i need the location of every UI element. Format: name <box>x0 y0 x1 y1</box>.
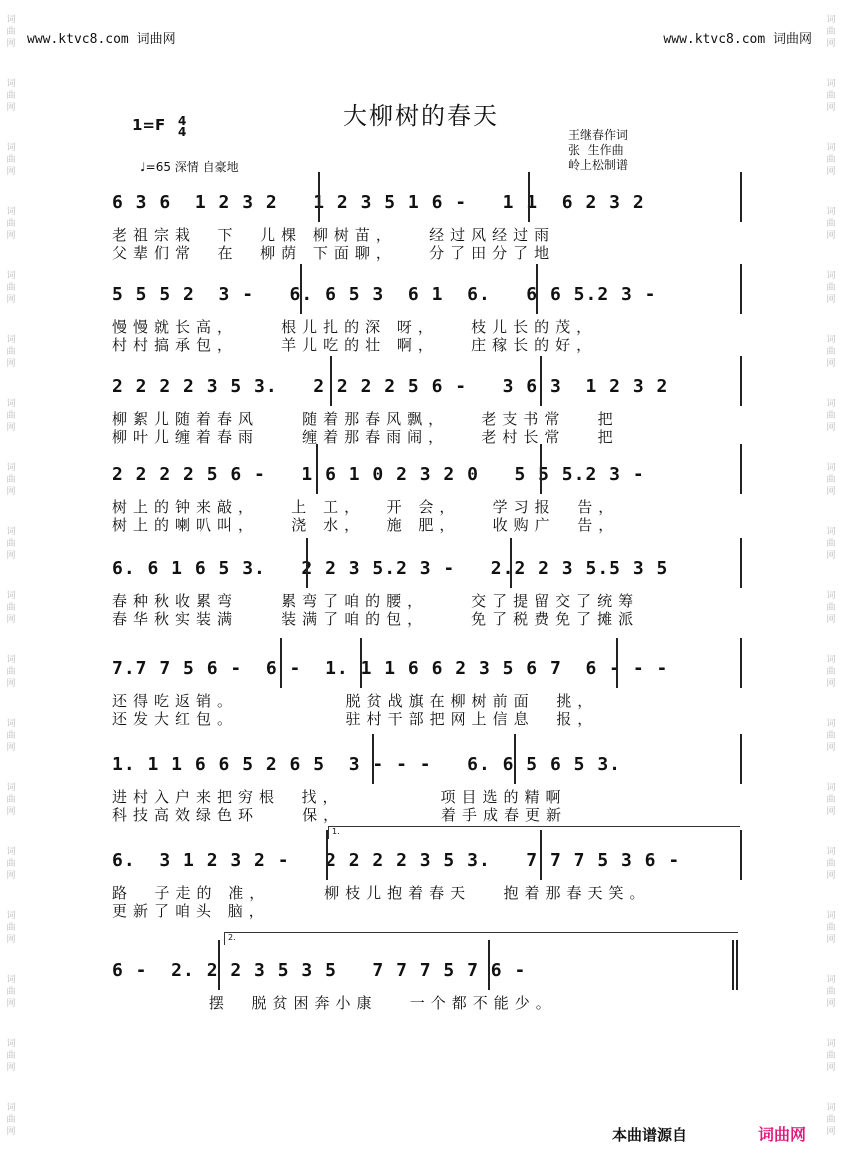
site-header-left[interactable]: www.ktvc8.com 词曲网 <box>27 32 176 47</box>
lyric-line: 树上的钟来敲， 上 工， 开 会， 学习报 告， <box>112 498 620 516</box>
credit-composer: 张 生作曲 <box>568 143 624 157</box>
watermark-char: 曲 <box>826 219 836 229</box>
bar-line <box>740 538 742 588</box>
watermark-char: 曲 <box>6 603 16 613</box>
bar-line <box>740 356 742 406</box>
watermark-char: 曲 <box>826 1115 836 1125</box>
watermark-group <box>2 128 20 192</box>
watermark-char: 词 <box>826 783 836 793</box>
credit-arranger: 岭上松制谱 <box>568 158 629 172</box>
left-watermark-strip <box>2 0 20 1171</box>
lyric-line: 进村入户来把穷根 找， 项目选的精啊 <box>112 788 567 806</box>
bar-line <box>740 264 742 314</box>
watermark-char: 词 <box>6 655 16 665</box>
lyric-line: 路 子走的 准， 柳枝儿抱着春天 抱着那春天笑。 <box>112 884 651 902</box>
watermark-group <box>822 128 840 192</box>
bar-line <box>316 444 318 494</box>
watermark-char: 网 <box>6 231 16 241</box>
volta-bracket-1: 1. <box>328 826 740 839</box>
credit-lyricist: 王继春作词 <box>568 128 629 142</box>
watermark-char: 词 <box>826 591 836 601</box>
bar-line <box>740 830 742 880</box>
watermark-char: 曲 <box>826 475 836 485</box>
lyric-line: 柳絮儿随着春风 随着那春风飘， 老支书常 把 <box>112 410 619 428</box>
watermark-group <box>822 896 840 960</box>
watermark-char: 词 <box>6 143 16 153</box>
lyric-line: 春华秋实装满 装满了咱的包， 免了税费免了摊派 <box>112 610 640 628</box>
watermark-group <box>2 192 20 256</box>
notation-line: 6. 6 1 6 5 3. 2 2 3 5.2 3 - 2.2 2 3 5.5 3 5 <box>112 558 669 579</box>
watermark-char: 曲 <box>6 731 16 741</box>
watermark-char: 网 <box>6 807 16 817</box>
bar-line <box>372 734 374 784</box>
watermark-char: 曲 <box>826 411 836 421</box>
watermark-group <box>822 192 840 256</box>
bar-line <box>540 356 542 406</box>
watermark-group <box>822 448 840 512</box>
watermark-group <box>2 1024 20 1088</box>
watermark-char: 网 <box>826 359 836 369</box>
watermark-char: 曲 <box>6 347 16 357</box>
watermark-char: 曲 <box>826 91 836 101</box>
right-watermark-strip <box>822 0 840 1171</box>
watermark-char: 曲 <box>6 219 16 229</box>
watermark-char: 网 <box>826 1063 836 1073</box>
watermark-char: 网 <box>826 615 836 625</box>
watermark-char: 词 <box>6 847 16 857</box>
bar-line <box>616 638 618 688</box>
watermark-char: 曲 <box>826 667 836 677</box>
watermark-char: 网 <box>826 423 836 433</box>
bar-line <box>514 734 516 784</box>
notation-line: 6. 3 1 2 3 2 - 2 2 2 2 3 5 3. 7 7 7 5 3 6 - <box>112 850 681 871</box>
watermark-char: 曲 <box>826 1051 836 1061</box>
lyric-line: 老祖宗栽 下 儿棵 柳树苗， 经过风经过雨 <box>112 226 556 244</box>
bar-line <box>488 940 490 990</box>
volta-bracket-2: 2. <box>224 932 738 945</box>
watermark-char: 曲 <box>6 27 16 37</box>
watermark-group <box>822 640 840 704</box>
watermark-char: 曲 <box>6 475 16 485</box>
watermark-char: 网 <box>826 231 836 241</box>
watermark-char: 网 <box>6 103 16 113</box>
watermark-group <box>822 512 840 576</box>
tempo-marking: ♩=65 深情 自豪地 <box>140 160 239 174</box>
watermark-char: 词 <box>826 847 836 857</box>
notation-line: 1. 1 1 6 6 5 2 6 5 3 - - - 6. 6 5 6 5 3. <box>112 754 621 775</box>
time-signature-top: 4 <box>178 114 187 128</box>
watermark-group <box>2 832 20 896</box>
watermark-char: 网 <box>6 487 16 497</box>
watermark-char: 曲 <box>826 27 836 37</box>
watermark-group <box>2 768 20 832</box>
footer-source-label: 本曲谱源自 <box>612 1126 688 1144</box>
watermark-char: 网 <box>826 39 836 49</box>
watermark-group <box>822 384 840 448</box>
watermark-group <box>822 960 840 1024</box>
lyric-line: 树上的喇叭叫， 浇 水， 施 肥， 收购广 告， <box>112 516 620 534</box>
bar-line <box>740 638 742 688</box>
watermark-char: 词 <box>6 1103 16 1113</box>
watermark-char: 词 <box>6 15 16 25</box>
bar-line <box>740 172 742 222</box>
watermark-group <box>2 320 20 384</box>
watermark-char: 曲 <box>826 347 836 357</box>
watermark-char: 网 <box>826 1127 836 1137</box>
bar-line <box>218 940 220 990</box>
key-signature: 1=F <box>132 116 166 134</box>
watermark-group <box>2 0 20 64</box>
watermark-char: 词 <box>826 143 836 153</box>
lyric-line: 更新了咱头 脑， <box>112 902 270 920</box>
watermark-group <box>822 768 840 832</box>
watermark-char: 曲 <box>6 859 16 869</box>
watermark-char: 网 <box>826 487 836 497</box>
bar-line <box>736 940 738 990</box>
bar-line <box>740 734 742 784</box>
notation-line: 6 - 2. 2 2 3 5 3 5 7 7 7 5 7 6 - <box>112 960 527 981</box>
watermark-char: 网 <box>826 807 836 817</box>
lyric-line: 父辈们常 在 柳荫 下面聊， 分了田分了地 <box>112 244 556 262</box>
watermark-char: 词 <box>6 207 16 217</box>
watermark-char: 词 <box>826 207 836 217</box>
watermark-char: 词 <box>6 463 16 473</box>
watermark-char: 网 <box>826 103 836 113</box>
watermark-char: 网 <box>6 295 16 305</box>
watermark-char: 词 <box>826 655 836 665</box>
watermark-char: 网 <box>826 999 836 1009</box>
watermark-char: 网 <box>6 679 16 689</box>
watermark-char: 词 <box>6 911 16 921</box>
bar-line <box>306 538 308 588</box>
footer-brand-link[interactable]: 词曲网 <box>758 1125 807 1144</box>
watermark-char: 网 <box>6 871 16 881</box>
watermark-char: 曲 <box>6 539 16 549</box>
watermark-char: 网 <box>6 39 16 49</box>
watermark-char: 网 <box>6 423 16 433</box>
lyric-line: 还发大红包。 驻村干部把网上信息 报， <box>112 710 599 728</box>
lyric-line: 柳叶儿缠着春雨 缠着那春雨闹， 老村长常 把 <box>112 428 619 446</box>
watermark-char: 曲 <box>6 795 16 805</box>
watermark-char: 网 <box>6 743 16 753</box>
bar-line <box>318 172 320 222</box>
watermark-char: 曲 <box>826 795 836 805</box>
watermark-group <box>822 320 840 384</box>
watermark-group <box>822 832 840 896</box>
site-header-right[interactable]: www.ktvc8.com 词曲网 <box>663 32 812 47</box>
watermark-char: 曲 <box>6 91 16 101</box>
watermark-char: 词 <box>826 911 836 921</box>
watermark-char: 词 <box>826 463 836 473</box>
bar-line <box>300 264 302 314</box>
watermark-group <box>2 1088 20 1152</box>
lyric-line: 慢慢就长高， 根儿扎的深 呀， 枝儿长的茂， <box>112 318 598 336</box>
watermark-group <box>2 512 20 576</box>
watermark-group <box>822 1024 840 1088</box>
watermark-char: 网 <box>826 551 836 561</box>
watermark-char: 曲 <box>826 859 836 869</box>
watermark-char: 词 <box>6 527 16 537</box>
watermark-char: 曲 <box>826 283 836 293</box>
watermark-char: 网 <box>826 871 836 881</box>
watermark-char: 网 <box>826 679 836 689</box>
watermark-char: 曲 <box>826 923 836 933</box>
watermark-char: 词 <box>6 719 16 729</box>
watermark-char: 网 <box>6 999 16 1009</box>
lyric-line: 科技高效绿色环 保， 着手成春更新 <box>112 806 567 824</box>
watermark-char: 词 <box>6 975 16 985</box>
time-signature <box>178 116 186 138</box>
watermark-char: 词 <box>826 527 836 537</box>
watermark-char: 网 <box>826 743 836 753</box>
watermark-char: 曲 <box>6 1051 16 1061</box>
credits <box>568 128 628 173</box>
watermark-char: 网 <box>6 359 16 369</box>
song-title: 大柳树的春天 <box>343 102 499 130</box>
lyric-line: 还得吃返销。 脱贫战旗在柳树前面 挑， <box>112 692 599 710</box>
watermark-char: 词 <box>826 79 836 89</box>
watermark-char: 曲 <box>6 667 16 677</box>
watermark-char: 曲 <box>6 283 16 293</box>
bar-line <box>528 172 530 222</box>
watermark-char: 网 <box>826 295 836 305</box>
watermark-char: 词 <box>826 1039 836 1049</box>
watermark-group <box>2 576 20 640</box>
watermark-char: 词 <box>6 271 16 281</box>
lyric-line: 村村搞承包， 羊儿吃的壮 啊， 庄稼长的好， <box>112 336 598 354</box>
watermark-char: 词 <box>6 591 16 601</box>
watermark-char: 词 <box>6 1039 16 1049</box>
watermark-group <box>2 384 20 448</box>
watermark-group <box>2 960 20 1024</box>
watermark-char: 词 <box>6 79 16 89</box>
watermark-group <box>822 704 840 768</box>
watermark-group <box>2 256 20 320</box>
watermark-char: 网 <box>826 935 836 945</box>
time-signature-bottom: 4 <box>178 125 187 139</box>
watermark-char: 词 <box>6 335 16 345</box>
watermark-group <box>2 704 20 768</box>
bar-line <box>360 638 362 688</box>
bar-line <box>510 538 512 588</box>
watermark-char: 词 <box>826 271 836 281</box>
bar-line <box>280 638 282 688</box>
watermark-char: 词 <box>826 399 836 409</box>
watermark-char: 曲 <box>826 603 836 613</box>
notation-line: 2 2 2 2 3 5 3. 2 2 2 2 5 6 - 3 6 3 1 2 3 2 <box>112 376 669 397</box>
watermark-char: 词 <box>826 719 836 729</box>
lyric-line: 春种秋收累弯 累弯了咱的腰， 交了提留交了统筹 <box>112 592 640 610</box>
bar-line <box>740 444 742 494</box>
watermark-group <box>822 1088 840 1152</box>
watermark-char: 词 <box>6 783 16 793</box>
bar-line <box>732 940 734 990</box>
watermark-char: 曲 <box>6 923 16 933</box>
watermark-group <box>822 576 840 640</box>
watermark-char: 网 <box>6 935 16 945</box>
watermark-char: 网 <box>6 1063 16 1073</box>
watermark-char: 词 <box>826 335 836 345</box>
watermark-char: 网 <box>6 551 16 561</box>
watermark-char: 网 <box>826 167 836 177</box>
watermark-group <box>822 256 840 320</box>
bar-line <box>540 444 542 494</box>
notation-line: 5 5 5 2 3 - 6. 6 5 3 6 1 6. 6 6 5.2 3 - <box>112 284 657 305</box>
watermark-char: 曲 <box>6 411 16 421</box>
watermark-char: 词 <box>6 399 16 409</box>
watermark-char: 网 <box>6 615 16 625</box>
notation-line: 7.7 7 5 6 - 6 - 1. 1 1 6 6 2 3 5 6 7 6 - - - <box>112 658 669 679</box>
watermark-char: 词 <box>826 975 836 985</box>
watermark-char: 曲 <box>826 987 836 997</box>
bar-line <box>330 356 332 406</box>
watermark-char: 词 <box>826 15 836 25</box>
watermark-group <box>2 448 20 512</box>
watermark-group <box>2 640 20 704</box>
watermark-char: 曲 <box>826 155 836 165</box>
watermark-char: 网 <box>6 1127 16 1137</box>
watermark-group <box>822 0 840 64</box>
watermark-char: 曲 <box>6 987 16 997</box>
bar-line <box>536 264 538 314</box>
notation-line: 6 3 6 1 2 3 2 1 2 3 5 1 6 - 1 1 6 2 3 2 <box>112 192 645 213</box>
lyric-line: 摆 脱贫困奔小康 一个都不能少。 <box>112 994 557 1012</box>
watermark-char: 网 <box>6 167 16 177</box>
watermark-char: 曲 <box>6 155 16 165</box>
watermark-char: 曲 <box>826 539 836 549</box>
notation-line: 2 2 2 2 5 6 - 1 6 1 0 2 3 2 0 5 5 5.2 3 - <box>112 464 645 485</box>
watermark-group <box>2 896 20 960</box>
watermark-char: 曲 <box>6 1115 16 1125</box>
watermark-char: 曲 <box>826 731 836 741</box>
watermark-char: 词 <box>826 1103 836 1113</box>
